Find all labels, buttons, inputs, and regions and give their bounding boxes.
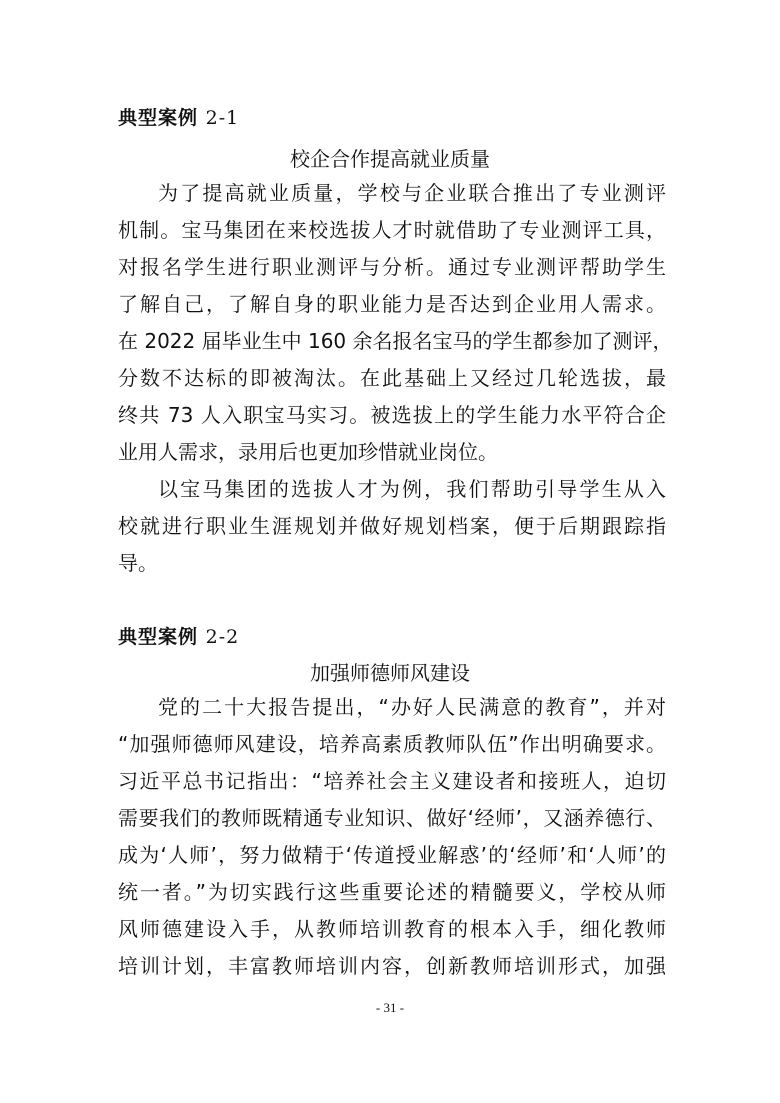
- case-2-label-text: 典型案例: [118, 626, 199, 648]
- case-2-paragraph-line: 统一者。”为切实践行这些重要论述的精髓要义，学校从师: [118, 880, 666, 904]
- case-1-number: 2-1: [205, 107, 240, 129]
- case-1-paragraph-line: 终共 73 人入职宝马实习。被选拔上的学生能力水平符合企: [118, 403, 666, 427]
- case-2-paragraph-line: “加强师德师风建设，培养高素质教师队伍”作出明确要求。: [118, 732, 666, 756]
- case-1-paragraph-line: 导。: [118, 551, 158, 575]
- case-2-paragraph-line: 习近平总书记指出：“培养社会主义建设者和接班人，迫切: [118, 769, 666, 793]
- page-number: - 31 -: [375, 1000, 405, 1015]
- case-1-paragraph-line: 机制。宝马集团在来校选拔人才时就借助了专业测评工具，: [118, 218, 666, 242]
- case-1-paragraph-line: 在 2022 届毕业生中 160 余名报名宝马的学生都参加了测评，: [118, 329, 673, 353]
- case-1-label-text: 典型案例: [118, 107, 199, 129]
- case-1-label: [118, 103, 239, 130]
- case-1-title: 校企合作提高就业质量: [290, 147, 490, 171]
- case-1-paragraph-line: 以宝马集团的选拔人才为例，我们帮助引导学生从入: [158, 477, 666, 501]
- case-2-paragraph-line: 培训计划，丰富教师培训内容，创新教师培训形式，加强: [118, 954, 666, 978]
- case-2-paragraph-line: 需要我们的教师既精通专业知识、做好‘经师’，又涵养德行、: [118, 806, 666, 830]
- case-1-paragraph-line: 对报名学生进行职业测评与分析。通过专业测评帮助学生: [118, 255, 666, 279]
- case-2-paragraph-line: 党的二十大报告提出，“办好人民满意的教育”，并对: [158, 695, 666, 719]
- case-1-paragraph-line: 分数不达标的即被淘汰。在此基础上又经过几轮选拔，最: [118, 366, 666, 390]
- case-1-paragraph-line: 业用人需求，录用后也更加珍惜就业岗位。: [118, 440, 498, 464]
- case-2-number: 2-2: [205, 626, 240, 648]
- case-2-paragraph-line: 成为‘人师’，努力做精于‘传道授业解惑’的‘经师’和‘人师’的: [118, 843, 666, 867]
- case-1-paragraph-line: 为了提高就业质量，学校与企业联合推出了专业测评: [158, 181, 666, 205]
- case-1-paragraph-line: 了解自己，了解自身的职业能力是否达到企业用人需求。: [118, 292, 666, 316]
- case-2-label: [118, 622, 239, 649]
- case-2-paragraph-line: 风师德建设入手，从教师培训教育的根本入手，细化教师: [118, 917, 666, 941]
- case-1-paragraph-line: 校就进行职业生涯规划并做好规划档案，便于后期跟踪指: [118, 514, 666, 538]
- case-2-title: 加强师德师风建设: [310, 661, 470, 685]
